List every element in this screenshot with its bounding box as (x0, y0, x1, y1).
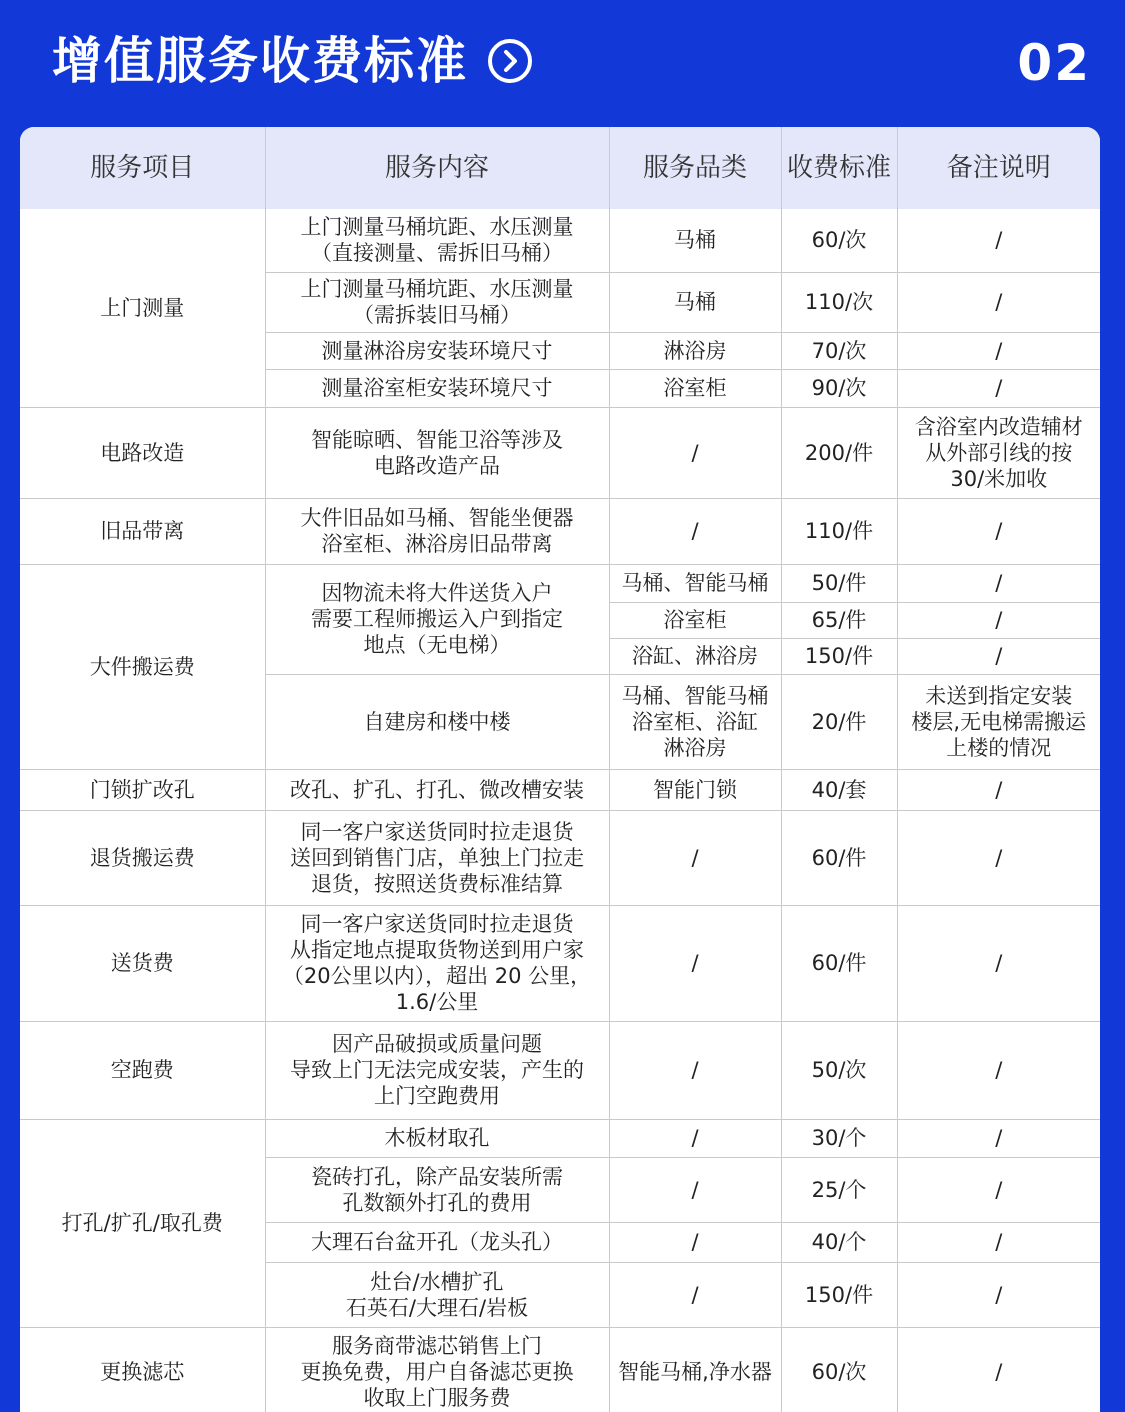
service-item: 更换滤芯 (20, 1327, 265, 1412)
service-price: 60/次 (781, 1327, 897, 1412)
service-content: 同一客户家送货同时拉走退货 送回到销售门店，单独上门拉走 退货，按照送货费标准结算 (265, 810, 609, 905)
table-row (20, 407, 1100, 498)
service-content: 智能晾晒、智能卫浴等涉及 电路改造产品 (265, 407, 609, 498)
service-note: / (897, 498, 1100, 564)
service-content: 服务商带滤芯销售上门 更换免费，用户自备滤芯更换 收取上门服务费 (265, 1327, 609, 1412)
page-title: 增值服务收费标准 (52, 32, 468, 90)
service-note: / (897, 769, 1100, 810)
service-content: 测量浴室柜安装环境尺寸 (265, 369, 609, 407)
service-price: 50/件 (781, 564, 897, 602)
service-category: 浴室柜 (609, 369, 781, 407)
service-category: 马桶 (609, 272, 781, 332)
service-note: 未送到指定安装 楼层,无电梯需搬运 上楼的情况 (897, 674, 1100, 769)
service-item: 大件搬运费 (20, 564, 265, 769)
table-row (20, 905, 1100, 1021)
service-item: 上门测量 (20, 209, 265, 407)
service-category: / (609, 1222, 781, 1262)
service-note: / (897, 1222, 1100, 1262)
column-header: 备注说明 (897, 127, 1100, 209)
service-content: 灶台/水槽扩孔 石英石/大理石/岩板 (265, 1262, 609, 1327)
service-price: 30/个 (781, 1119, 897, 1157)
service-note: / (897, 369, 1100, 407)
service-category: / (609, 1119, 781, 1157)
service-category: / (609, 810, 781, 905)
table-row (20, 498, 1100, 564)
service-note: / (897, 1262, 1100, 1327)
service-content: 自建房和楼中楼 (265, 674, 609, 769)
service-content: 瓷砖打孔，除产品安装所需 孔数额外打孔的费用 (265, 1157, 609, 1222)
table-row (20, 1021, 1100, 1119)
service-content: 上门测量马桶坑距、水压测量 （需拆装旧马桶） (265, 272, 609, 332)
service-price: 150/件 (781, 638, 897, 674)
service-price: 20/件 (781, 674, 897, 769)
service-category: / (609, 498, 781, 564)
service-category: / (609, 1021, 781, 1119)
service-note: / (897, 905, 1100, 1021)
service-note: / (897, 1021, 1100, 1119)
column-header: 服务内容 (265, 127, 609, 209)
service-price: 50/次 (781, 1021, 897, 1119)
service-item: 退货搬运费 (20, 810, 265, 905)
service-content: 木板材取孔 (265, 1119, 609, 1157)
service-category: / (609, 1157, 781, 1222)
page-header (0, 0, 1125, 127)
service-item: 打孔/扩孔/取孔费 (20, 1119, 265, 1327)
service-note: / (897, 638, 1100, 674)
service-content: 测量淋浴房安装环境尺寸 (265, 332, 609, 369)
column-header: 服务品类 (609, 127, 781, 209)
service-category: / (609, 905, 781, 1021)
service-category: 马桶、智能马桶 浴室柜、浴缸 淋浴房 (609, 674, 781, 769)
service-price: 60/次 (781, 209, 897, 272)
table-row (20, 769, 1100, 810)
service-category: 智能马桶,净水器 (609, 1327, 781, 1412)
service-content: 因产品破损或质量问题 导致上门无法完成安装，产生的 上门空跑费用 (265, 1021, 609, 1119)
service-item: 电路改造 (20, 407, 265, 498)
service-content: 同一客户家送货同时拉走退货 从指定地点提取货物送到用户家 （20公里以内），超出 20 公里， 1.6/公里 (265, 905, 609, 1021)
service-content: 大件旧品如马桶、智能坐便器 浴室柜、淋浴房旧品带离 (265, 498, 609, 564)
service-price: 40/个 (781, 1222, 897, 1262)
service-price: 60/件 (781, 905, 897, 1021)
service-content: 大理石台盆开孔（龙头孔） (265, 1222, 609, 1262)
service-category: 马桶 (609, 209, 781, 272)
service-price: 25/个 (781, 1157, 897, 1222)
fee-table (20, 127, 1100, 1412)
chevron-right-circle-icon[interactable] (487, 38, 533, 84)
service-category: 浴室柜 (609, 602, 781, 638)
service-category: 淋浴房 (609, 332, 781, 369)
service-content: 因物流未将大件送货入户 需要工程师搬运入户到指定 地点（无电梯） (265, 564, 609, 674)
service-item: 门锁扩改孔 (20, 769, 265, 810)
service-note: 含浴室内改造辅材 从外部引线的按 30/米加收 (897, 407, 1100, 498)
page-number: 02 (1017, 34, 1091, 92)
service-note: / (897, 332, 1100, 369)
service-note: / (897, 1327, 1100, 1412)
service-category: / (609, 1262, 781, 1327)
service-price: 40/套 (781, 769, 897, 810)
service-item: 送货费 (20, 905, 265, 1021)
service-content: 上门测量马桶坑距、水压测量 （直接测量、需拆旧马桶） (265, 209, 609, 272)
service-note: / (897, 272, 1100, 332)
service-price: 65/件 (781, 602, 897, 638)
table-row (20, 810, 1100, 905)
service-price: 150/件 (781, 1262, 897, 1327)
service-note: / (897, 810, 1100, 905)
column-header: 收费标准 (781, 127, 897, 209)
service-note: / (897, 564, 1100, 602)
table-row (20, 209, 1100, 272)
service-category: 马桶、智能马桶 (609, 564, 781, 602)
service-item: 旧品带离 (20, 498, 265, 564)
service-category: / (609, 407, 781, 498)
service-note: / (897, 1157, 1100, 1222)
service-note: / (897, 209, 1100, 272)
service-item: 空跑费 (20, 1021, 265, 1119)
column-header: 服务项目 (20, 127, 265, 209)
service-category: 智能门锁 (609, 769, 781, 810)
fee-table-card (20, 127, 1100, 1412)
table-row (20, 1327, 1100, 1412)
service-price: 60/件 (781, 810, 897, 905)
table-header-row (20, 127, 1100, 209)
service-price: 90/次 (781, 369, 897, 407)
service-content: 改孔、扩孔、打孔、微改槽安装 (265, 769, 609, 810)
table-row (20, 1119, 1100, 1157)
service-price: 200/件 (781, 407, 897, 498)
service-price: 110/次 (781, 272, 897, 332)
service-price: 70/次 (781, 332, 897, 369)
service-note: / (897, 1119, 1100, 1157)
service-price: 110/件 (781, 498, 897, 564)
service-note: / (897, 602, 1100, 638)
service-category: 浴缸、淋浴房 (609, 638, 781, 674)
table-row (20, 564, 1100, 602)
